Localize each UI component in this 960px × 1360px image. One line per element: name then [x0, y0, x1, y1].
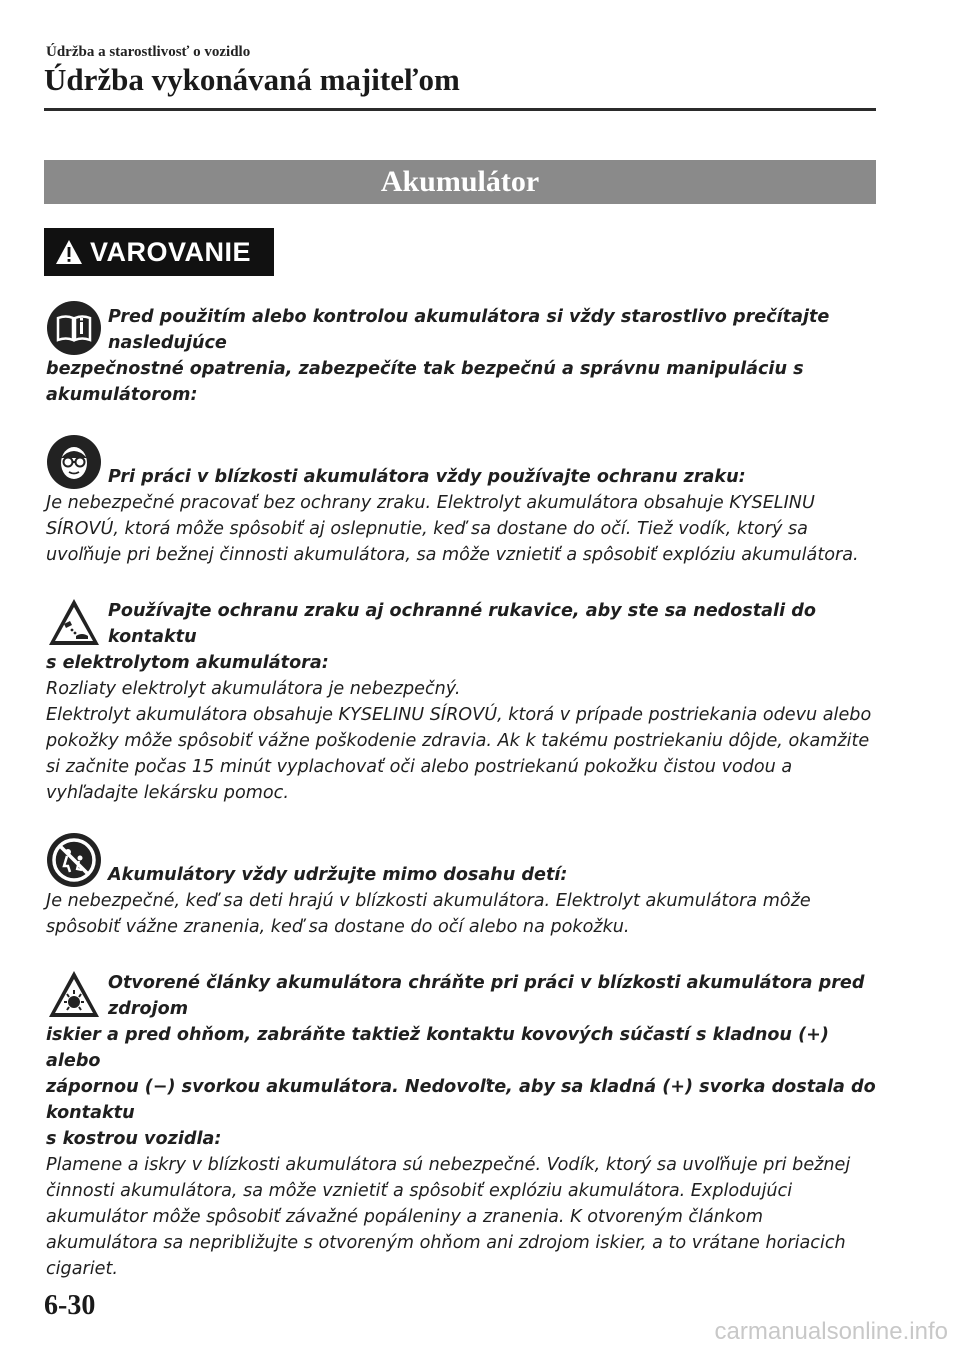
item-body-line: si začnite počas 15 minút vyplachovať oči alebo postriekanú pokožku čistou vodou a: [46, 757, 793, 777]
item-body-line: cigariet.: [46, 1259, 118, 1279]
corrosive-acid-icon: [46, 594, 102, 650]
item-heading-line2: s elektrolytom akumulátora:: [46, 653, 329, 673]
item-heading-line4: s kostrou vozidla:: [46, 1129, 222, 1149]
header-divider: [44, 108, 876, 111]
explosion-hazard-icon: [46, 966, 102, 1022]
breadcrumb: Údržba a starostlivosť o vozidlo: [46, 44, 251, 60]
item-body-line: akumulátor môže spôsobiť závažné popáleniny a zranenia. K otvoreným článkom: [46, 1207, 764, 1227]
warning-badge: [44, 228, 274, 276]
content: [46, 300, 881, 1308]
item-heading-line2: iskier a pred ohňom, zabráňte taktiež kontaktu kovových súčastí s kladnou (+) alebo: [46, 1025, 829, 1071]
item-body-line: vyhľadajte lekársku pomoc.: [46, 783, 289, 803]
warning-triangle-icon: [54, 238, 84, 266]
item-body-line: pokožky môže spôsobiť vážne poškodenie zdravia. Ak k takému postriekaniu dôjde, okamžite: [46, 731, 870, 751]
item-heading-line3: zápornou (−) svorkou akumulátora. Nedovoľte, aby sa kladná (+) svorka dostala do kontaktu: [46, 1077, 876, 1123]
item-body-line: činnosti akumulátora, sa môže vznietiť a spôsobiť explóziu akumulátora. Explodujúci: [46, 1181, 793, 1201]
eye-protection-icon: [46, 434, 102, 490]
item-heading-line1: Pri práci v blízkosti akumulátora vždy používajte ochranu zraku:: [108, 467, 746, 487]
safety-item-explosion: [46, 966, 881, 1282]
safety-item-gloves: [46, 594, 881, 806]
item-body-line: Je nebezpečné pracovať bez ochrany zraku. Elektrolyt akumulátora obsahuje KYSELINU: [46, 493, 815, 513]
intro-text-line2: bezpečnostné opatrenia, zabezpečíte tak bezpečnú a správnu manipuláciu s akumulátorom:: [46, 359, 804, 405]
item-body-line: uvoľňuje pri bežnej činnosti akumulátora, sa môže vznietiť a spôsobiť explóziu akumulátora.: [46, 545, 859, 565]
item-body-line: Rozliaty elektrolyt akumulátora je nebezpečný.: [46, 679, 461, 699]
item-body-line: Plamene a iskry v blízkosti akumulátora sú nebezpečné. Vodík, ktorý sa uvoľňuje pri bežnej: [46, 1155, 851, 1175]
item-body-line: spôsobiť vážne zranenia, keď sa dostane do očí alebo na pokožku.: [46, 917, 630, 937]
watermark: carmanualsonline.info: [714, 1318, 948, 1345]
intro-block: [46, 300, 881, 408]
intro-text-line1: Pred použitím alebo kontrolou akumulátora si vždy starostlivo prečítajte nasledujúce: [108, 307, 830, 353]
item-body-line: Elektrolyt akumulátora obsahuje KYSELINU SÍROVÚ, ktorá v prípade postriekania odevu alebo: [46, 705, 872, 725]
safety-item-eye-protection: [46, 434, 881, 568]
section-title: Akumulátor: [44, 160, 876, 204]
manual-book-icon: [46, 300, 102, 356]
item-body-line: SÍROVÚ, ktorá môže spôsobiť aj oslepnutie, keď sa dostane do očí. Tiež vodík, ktorý sa: [46, 519, 808, 539]
page-number: 6-30: [44, 1290, 96, 1321]
item-body-line: akumulátora sa nepribližujte s otvoreným ohňom ani zdrojom iskier, a to vrátane horiacich: [46, 1233, 846, 1253]
item-heading-line1: Používajte ochranu zraku aj ochranné rukavice, aby ste sa nedostali do kontaktu: [108, 601, 816, 647]
page-title: Údržba vykonávaná majiteľom: [44, 62, 460, 97]
warning-label: VAROVANIE: [90, 236, 252, 267]
item-body-line: Je nebezpečné, keď sa deti hrajú v blízkosti akumulátora. Elektrolyt akumulátora môže: [46, 891, 811, 911]
safety-item-children: [46, 832, 881, 940]
item-heading-line1: Akumulátory vždy udržujte mimo dosahu detí:: [108, 865, 568, 885]
item-heading-line1: Otvorené články akumulátora chráňte pri práci v blízkosti akumulátora pred zdrojom: [108, 973, 865, 1019]
keep-children-away-icon: [46, 832, 102, 888]
